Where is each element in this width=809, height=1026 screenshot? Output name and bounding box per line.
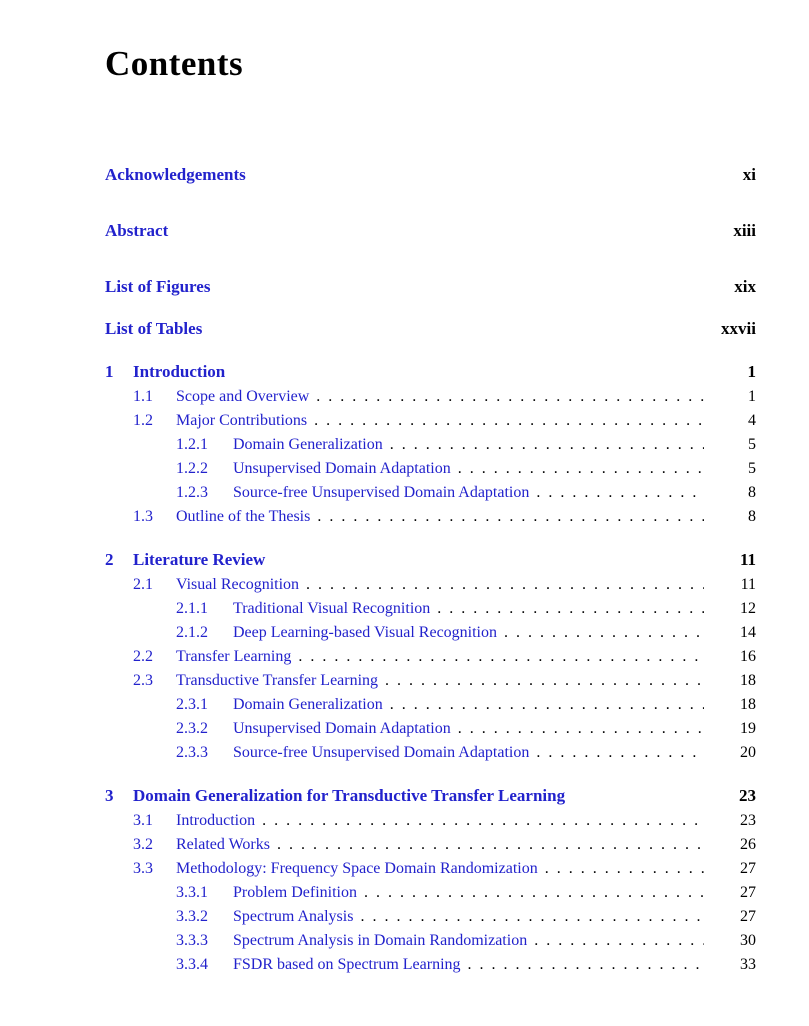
front-entry-page: xix bbox=[734, 277, 756, 296]
chapter-title[interactable]: Introduction bbox=[133, 362, 226, 381]
entry-number[interactable]: 1.1 bbox=[133, 388, 153, 405]
entry-title[interactable]: Unsupervised Domain Adaptation bbox=[233, 720, 451, 737]
front-entry-label[interactable]: List of Figures bbox=[105, 277, 211, 296]
dot-leader bbox=[364, 881, 704, 905]
dot-leader bbox=[277, 833, 704, 857]
chapter-number[interactable]: 1 bbox=[105, 362, 114, 381]
dot-leader bbox=[545, 857, 704, 881]
front-entry-label[interactable]: Abstract bbox=[105, 221, 169, 240]
chapter-page: 23 bbox=[739, 786, 756, 805]
entry-title[interactable]: Domain Generalization bbox=[233, 436, 383, 453]
entry-title[interactable]: FSDR based on Spectrum Learning bbox=[233, 956, 461, 973]
entry-number[interactable]: 3.2 bbox=[133, 836, 153, 853]
toc-entry bbox=[105, 717, 756, 741]
dot-leader bbox=[536, 741, 704, 765]
dot-leader bbox=[298, 645, 704, 669]
chapter-title[interactable]: Domain Generalization for Transductive Transfer Learning bbox=[133, 786, 566, 805]
entry-title[interactable]: Introduction bbox=[176, 812, 256, 829]
entry-number[interactable]: 3.3.3 bbox=[176, 932, 208, 949]
entry-title[interactable]: Spectrum Analysis in Domain Randomization bbox=[233, 932, 528, 949]
entry-page: 12 bbox=[740, 600, 756, 617]
entry-title[interactable]: Transfer Learning bbox=[176, 648, 292, 665]
entry-title[interactable]: Spectrum Analysis bbox=[233, 908, 354, 925]
dot-leader bbox=[314, 409, 704, 433]
dot-leader bbox=[385, 669, 704, 693]
front-entry-page: xxvii bbox=[721, 319, 756, 338]
dot-leader bbox=[390, 433, 704, 457]
entry-page: 19 bbox=[740, 720, 756, 737]
entry-title[interactable]: Source-free Unsupervised Domain Adaptation bbox=[233, 744, 530, 761]
entry-page: 4 bbox=[748, 412, 756, 429]
entry-title[interactable]: Major Contributions bbox=[176, 412, 308, 429]
dot-leader bbox=[262, 809, 704, 833]
entry-number[interactable]: 3.3 bbox=[133, 860, 153, 877]
entry-title[interactable]: Visual Recognition bbox=[176, 576, 300, 593]
toc-front-entry bbox=[105, 163, 756, 187]
entry-page: 23 bbox=[740, 812, 756, 829]
toc-entry bbox=[105, 929, 756, 953]
toc-entry bbox=[105, 905, 756, 929]
entry-number[interactable]: 2.3 bbox=[133, 672, 153, 689]
chapter-number[interactable]: 2 bbox=[105, 550, 114, 569]
toc-front-entry bbox=[105, 275, 756, 299]
entry-number[interactable]: 3.3.2 bbox=[176, 908, 208, 925]
dot-leader bbox=[536, 481, 704, 505]
entry-number[interactable]: 2.1.2 bbox=[176, 624, 208, 641]
toc-entry bbox=[105, 693, 756, 717]
page-title: Contents bbox=[105, 44, 244, 83]
front-entry-label[interactable]: List of Tables bbox=[105, 319, 203, 338]
entry-title[interactable]: Outline of the Thesis bbox=[176, 508, 311, 525]
entry-title[interactable]: Deep Learning-based Visual Recognition bbox=[233, 624, 497, 641]
dot-leader bbox=[437, 597, 704, 621]
entry-number[interactable]: 2.3.3 bbox=[176, 744, 208, 761]
toc-chapter bbox=[105, 547, 756, 765]
toc-entry bbox=[105, 669, 756, 693]
entry-title[interactable]: Source-free Unsupervised Domain Adaptation bbox=[233, 484, 530, 501]
dot-leader bbox=[534, 929, 704, 953]
toc-chapter-heading bbox=[105, 783, 756, 809]
toc-entry bbox=[105, 881, 756, 905]
toc-entry bbox=[105, 409, 756, 433]
entry-number[interactable]: 1.2.1 bbox=[176, 436, 208, 453]
front-entry-label[interactable]: Acknowledgements bbox=[105, 165, 246, 184]
entry-title[interactable]: Unsupervised Domain Adaptation bbox=[233, 460, 451, 477]
toc-list bbox=[105, 163, 756, 977]
entry-page: 30 bbox=[740, 932, 756, 949]
entry-title[interactable]: Problem Definition bbox=[233, 884, 357, 901]
entry-page: 18 bbox=[740, 672, 756, 689]
toc-front-entry bbox=[105, 317, 756, 341]
toc-entry bbox=[105, 645, 756, 669]
dot-leader bbox=[390, 693, 704, 717]
entry-page: 20 bbox=[740, 744, 756, 761]
toc-chapter bbox=[105, 359, 756, 529]
front-entry-page: xi bbox=[742, 165, 756, 184]
entry-page: 5 bbox=[748, 460, 756, 477]
dot-leader bbox=[306, 573, 704, 597]
toc-entry bbox=[105, 457, 756, 481]
entry-page: 27 bbox=[740, 860, 756, 877]
entry-title[interactable]: Related Works bbox=[176, 836, 270, 853]
toc-entry bbox=[105, 741, 756, 765]
toc-chapter-heading bbox=[105, 359, 756, 385]
entry-number[interactable]: 2.1 bbox=[133, 576, 153, 593]
dot-leader bbox=[468, 953, 704, 977]
toc-entry bbox=[105, 481, 756, 505]
entry-page: 8 bbox=[748, 484, 756, 501]
entry-page: 18 bbox=[740, 696, 756, 713]
dot-leader bbox=[316, 385, 704, 409]
entry-number[interactable]: 1.2 bbox=[133, 412, 153, 429]
entry-number[interactable]: 2.3.1 bbox=[176, 696, 208, 713]
toc-entry bbox=[105, 573, 756, 597]
toc-chapter-heading bbox=[105, 547, 756, 573]
entry-page: 11 bbox=[740, 576, 756, 593]
entry-number[interactable]: 2.1.1 bbox=[176, 600, 208, 617]
toc-entry bbox=[105, 505, 756, 529]
toc-entry bbox=[105, 597, 756, 621]
dot-leader bbox=[504, 621, 704, 645]
chapter-title[interactable]: Literature Review bbox=[133, 550, 266, 569]
dot-leader bbox=[458, 717, 704, 741]
toc-entry bbox=[105, 385, 756, 409]
entry-number[interactable]: 1.2.3 bbox=[176, 484, 208, 501]
entry-page: 27 bbox=[740, 884, 756, 901]
entry-number[interactable]: 1.3 bbox=[133, 508, 153, 525]
entry-number[interactable]: 2.3.2 bbox=[176, 720, 208, 737]
entry-number[interactable]: 2.2 bbox=[133, 648, 153, 665]
entry-number[interactable]: 1.2.2 bbox=[176, 460, 208, 477]
toc-entry bbox=[105, 809, 756, 833]
toc-front-entry bbox=[105, 219, 756, 243]
toc-chapter bbox=[105, 783, 756, 977]
entry-page: 26 bbox=[740, 836, 756, 853]
chapter-page: 11 bbox=[739, 550, 756, 569]
entry-title[interactable]: Transductive Transfer Learning bbox=[176, 672, 379, 689]
entry-page: 1 bbox=[748, 388, 756, 405]
entry-page: 27 bbox=[740, 908, 756, 925]
toc-entry bbox=[105, 953, 756, 977]
chapter-number[interactable]: 3 bbox=[105, 786, 114, 805]
chapter-page: 1 bbox=[747, 362, 756, 381]
entry-page: 8 bbox=[748, 508, 756, 525]
entry-number[interactable]: 3.3.1 bbox=[176, 884, 208, 901]
entry-page: 33 bbox=[740, 956, 756, 973]
dot-leader bbox=[458, 457, 704, 481]
dot-leader bbox=[360, 905, 704, 929]
document-page bbox=[0, 45, 809, 977]
entry-number[interactable]: 3.3.4 bbox=[176, 956, 208, 973]
entry-number[interactable]: 3.1 bbox=[133, 812, 153, 829]
entry-title[interactable]: Domain Generalization bbox=[233, 696, 383, 713]
toc-entry bbox=[105, 433, 756, 457]
entry-title[interactable]: Methodology: Frequency Space Domain Randomization bbox=[176, 860, 538, 877]
entry-title[interactable]: Traditional Visual Recognition bbox=[233, 600, 431, 617]
entry-page: 5 bbox=[748, 436, 756, 453]
front-entry-page: xiii bbox=[733, 221, 756, 240]
entry-page: 16 bbox=[740, 648, 756, 665]
toc-entry bbox=[105, 621, 756, 645]
entry-page: 14 bbox=[740, 624, 756, 641]
dot-leader bbox=[317, 505, 704, 529]
toc-entry bbox=[105, 833, 756, 857]
toc-entry bbox=[105, 857, 756, 881]
entry-title[interactable]: Scope and Overview bbox=[176, 388, 310, 405]
